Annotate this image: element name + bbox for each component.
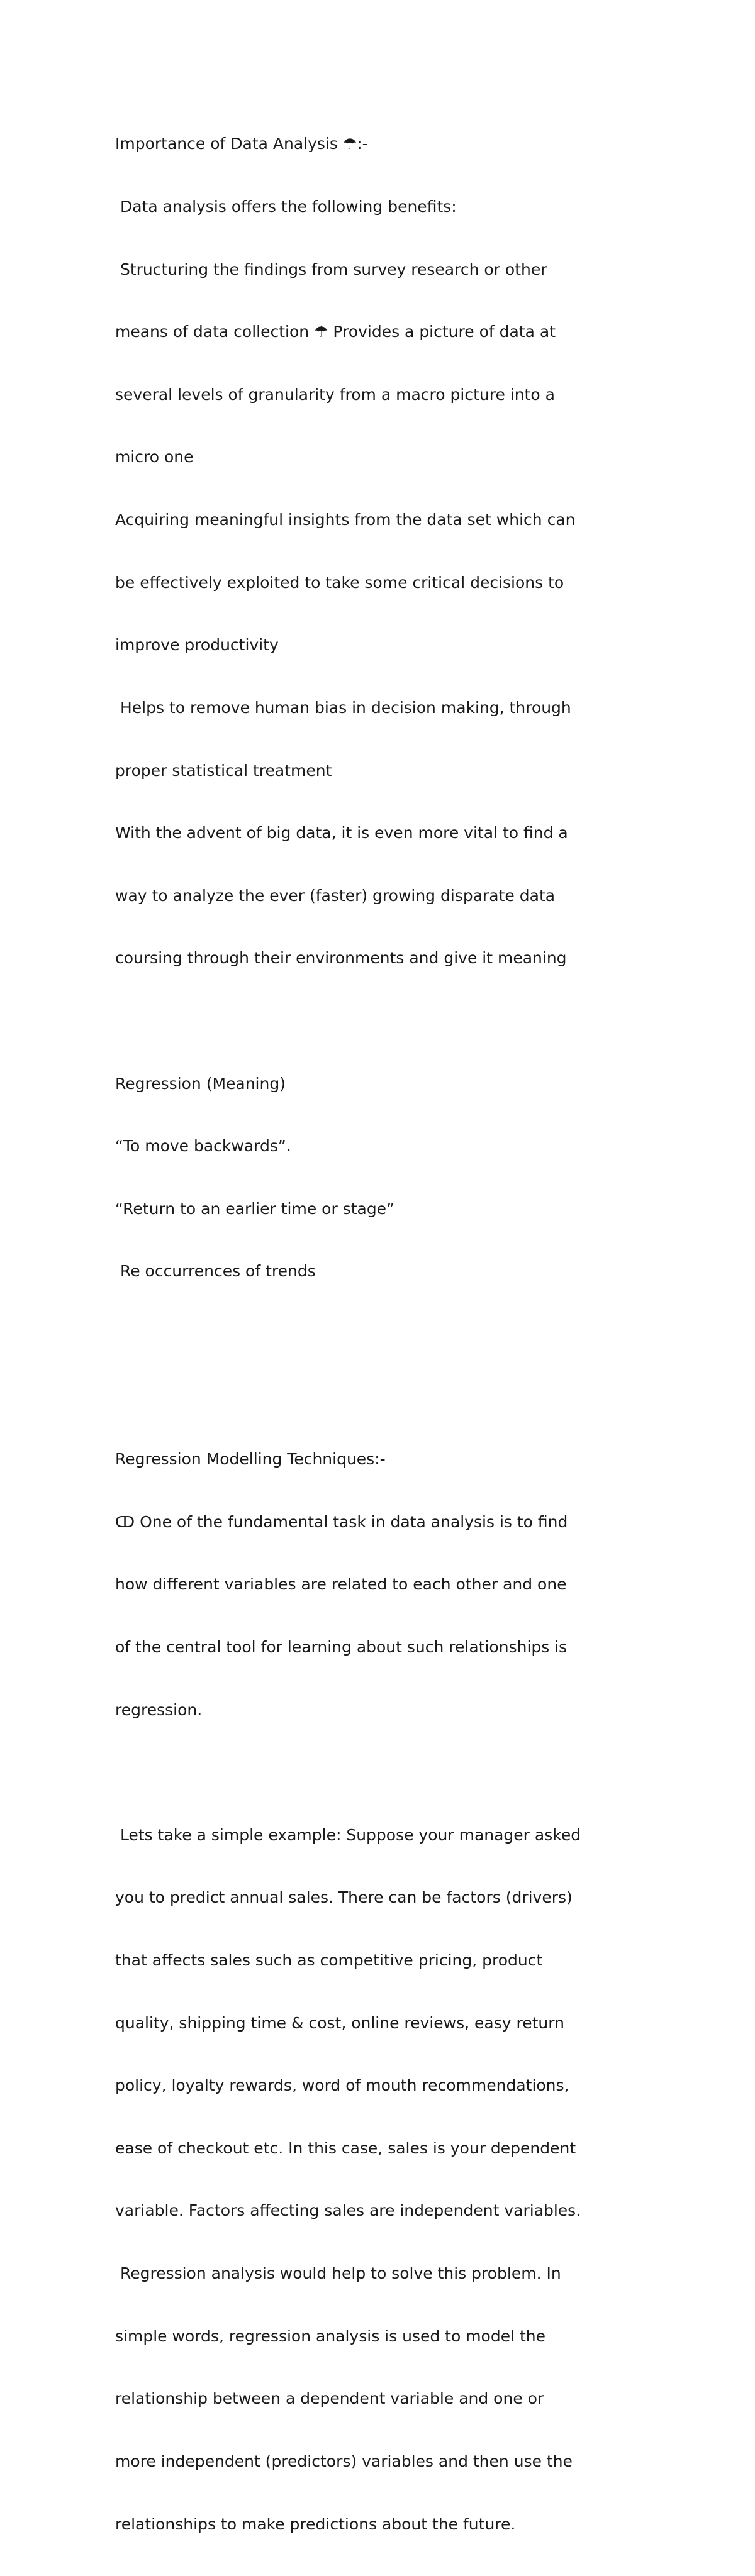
- text-line: that affects sales such as competitive pricing, product: [115, 1951, 543, 1970]
- text-line: Acquiring meaningful insights from the data set which can: [115, 511, 576, 529]
- text-line: micro one: [115, 448, 194, 467]
- text-line: how different variables are related to each other and one: [115, 1575, 567, 1594]
- blank-line: [115, 1324, 681, 1344]
- text-line: relationship between a dependent variable and one or: [115, 2389, 544, 2408]
- blank-line: [115, 1762, 681, 1783]
- text-line: improve productivity: [115, 636, 279, 655]
- text-line: relationships to make predictions about the future.: [115, 2514, 516, 2533]
- heading-importance: Importance of Data Analysis ☂:-: [115, 135, 368, 153]
- text-line: ↀ One of the fundamental task in data analysis is to find: [115, 1512, 568, 1531]
- blank-line: [115, 1386, 681, 1407]
- text-line: Helps to remove human bias in decision making, through: [115, 698, 571, 717]
- text-line: ease of checkout etc. In this case, sales is your dependent: [115, 2138, 576, 2157]
- text-line: way to analyze the ever (faster) growing disparate data: [115, 886, 556, 905]
- text-line: Regression analysis would help to solve this problem. In: [115, 2264, 561, 2283]
- text-line: “Return to an earlier time or stage”: [115, 1199, 395, 1218]
- text-line: Structuring the findings from survey research or other: [115, 260, 547, 279]
- text-line: of the central tool for learning about such relationships is: [115, 1637, 568, 1656]
- text-line: regression.: [115, 1700, 203, 1719]
- text-line: means of data collection ☂ Provides a picture of data at: [115, 323, 556, 341]
- text-line: you to predict annual sales. There can be factors (drivers): [115, 1888, 573, 1907]
- blank-line: [115, 1010, 681, 1031]
- text-line: Re occurrences of trends: [115, 1262, 316, 1281]
- text-line: “To move backwards”.: [115, 1137, 291, 1156]
- text-line: be effectively exploited to take some critical decisions to: [115, 573, 564, 592]
- text-line: Lets take a simple example: Suppose your manager asked: [115, 1825, 581, 1844]
- text-line: policy, loyalty rewards, word of mouth recommendations,: [115, 2076, 569, 2095]
- text-line: more independent (predictors) variables and then use the: [115, 2452, 573, 2470]
- text-line: quality, shipping time & cost, online reviews, easy return: [115, 2013, 564, 2032]
- text-line: Data analysis offers the following benefits:: [115, 197, 457, 216]
- text-line: proper statistical treatment: [115, 761, 332, 780]
- text-line: coursing through their environments and give it meaning: [115, 949, 567, 968]
- heading-regression-meaning: Regression (Meaning): [115, 1074, 286, 1093]
- text-line: variable. Factors affecting sales are independent variables.: [115, 2201, 581, 2220]
- text-line: simple words, regression analysis is used to model the: [115, 2326, 546, 2345]
- text-line: With the advent of big data, it is even more vital to find a: [115, 824, 568, 843]
- text-line: several levels of granularity from a macro picture into a: [115, 385, 555, 404]
- heading-regression-techniques: Regression Modelling Techniques:-: [115, 1450, 386, 1469]
- document-body: [115, 92, 681, 2576]
